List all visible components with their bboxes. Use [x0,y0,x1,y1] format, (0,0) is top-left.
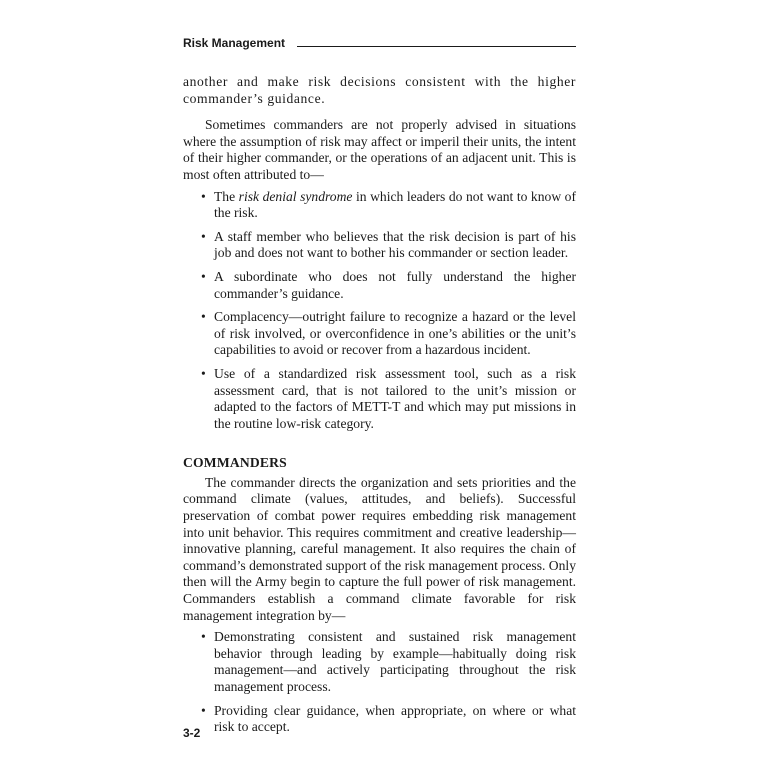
section-heading: COMMANDERS [183,455,287,471]
header-rule [297,46,576,47]
list-item: • A subordinate who does not fully understand the higher commander’s guidance. [183,269,576,302]
header-title: Risk Management [183,36,286,50]
running-header [183,34,576,52]
list-item: • Complacency—outright failure to recognize a hazard or the level of risk involved, or overconfidence in one’s abilities or the unit’s capabilities to avoid or recover from a hazardous incident. [183,309,576,359]
commanders-paragraph: The commander directs the organization and sets priorities and the command climate (values, attitudes, and beliefs). Successful preservation of combat power requires embedding risk management into unit behavior. This requires commitment and creative leadership—innovative planning, careful management. It also requires the chain of command’s demonstrated support of the risk management process. Only then will the Army begin to capture the full power of risk management. Commanders establish a command climate favorable for risk management integration by— [183,474,576,623]
list-item: • Demonstrating consistent and sustained risk management behavior through leading by example—habitually doing risk management—and actively participating throughout the risk management process. [183,629,576,695]
continuation-paragraph: another and make risk decisions consistent with the higher commander’s guidance. [183,74,576,106]
list-item [183,189,576,222]
intro-paragraph: Sometimes commanders are not properly advised in situations where the assumption of risk may affect or imperil their units, the intent of their higher commander, or the operations of an adjacent unit. This is most often attributed to— [183,117,576,182]
list-item-italic-term: risk denial syndrome [238,188,353,204]
page-body [183,74,576,743]
list-item: • Providing clear guidance, when appropriate, on where or what risk to accept. [183,703,576,736]
list-item: • Use of a standardized risk assessment tool, such as a risk assessment card, that is not tailored to the unit’s mission or adapted to the factors of METT-T and which may put missions in the routine low-risk category. [183,366,576,432]
attribution-list [183,189,576,433]
list-item-prefix: The [214,188,239,204]
list-item: • A staff member who believes that the risk decision is part of his job and does not want to bother his commander or section leader. [183,229,576,262]
page-number: 3-2 [183,726,201,740]
list-item-rest: in which leaders do not want to know of the risk. [214,188,576,221]
commanders-list [183,629,576,736]
